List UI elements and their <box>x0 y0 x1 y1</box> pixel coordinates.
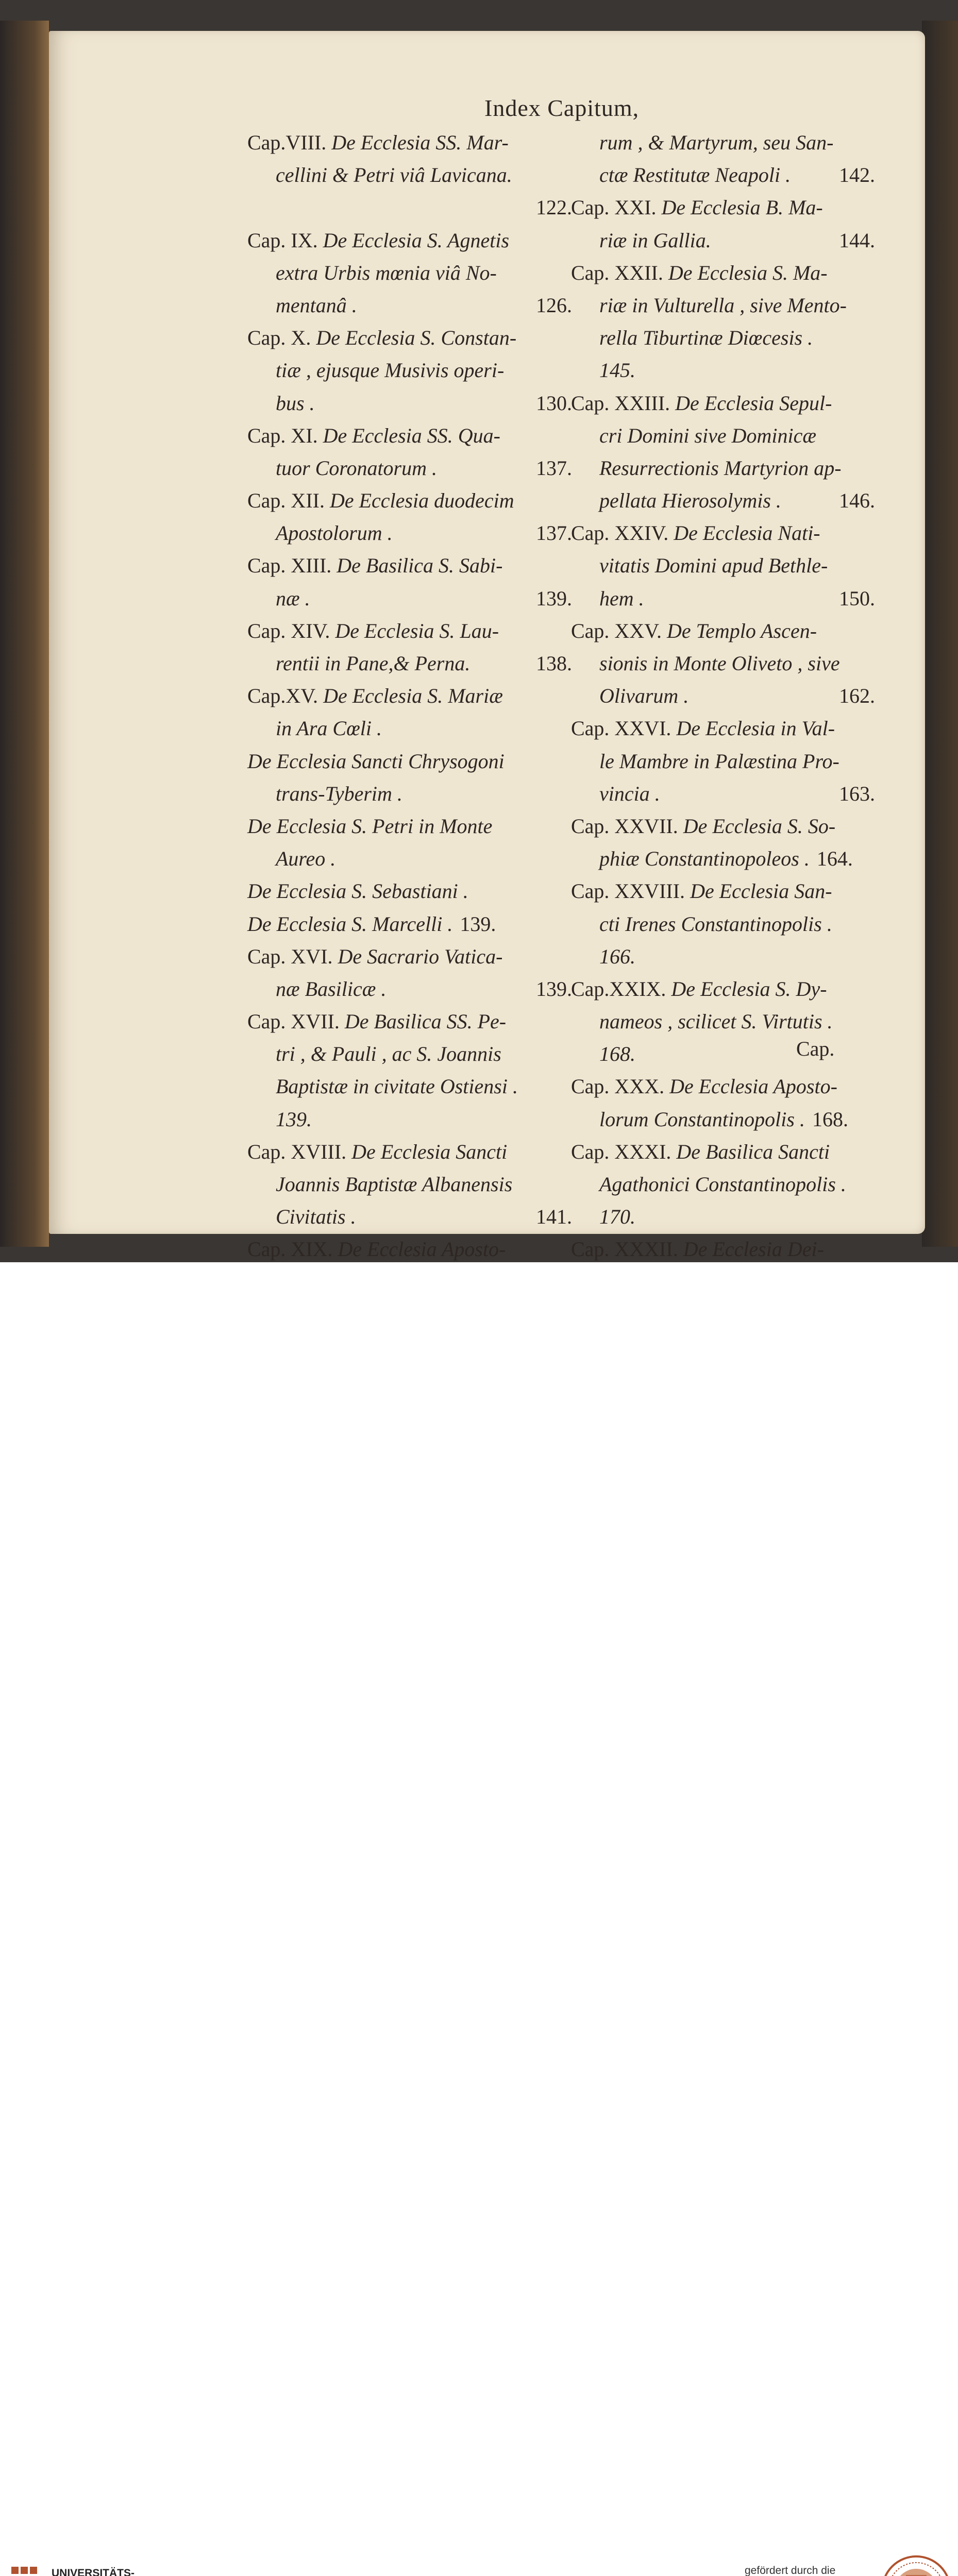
toc-left-column <box>247 126 572 1396</box>
chapter-label: Cap. XXVIII. <box>571 879 685 903</box>
toc-line <box>571 549 875 582</box>
chapter-title: De Ecclesia S. Mariæ <box>323 684 503 708</box>
page-number: 139. <box>536 586 572 610</box>
toc-line <box>247 647 572 680</box>
chapter-title: De Ecclesia S. Lau- <box>335 619 499 642</box>
toc-line <box>247 224 572 257</box>
chapter-title: pellata Hierosolymis . <box>599 489 781 513</box>
toc-line <box>247 1200 572 1233</box>
page-number: 146. <box>839 489 875 513</box>
chapter-title: tri , & Pauli , ac S. Joannis <box>276 1042 501 1066</box>
toc-line <box>247 875 572 907</box>
sponsor-label: gefördert durch die <box>745 2565 836 2576</box>
page-number: 164. <box>816 847 853 871</box>
chapter-label: Cap.XXIX. <box>571 977 666 1001</box>
chapter-title: vitatis Domini apud Bethle- <box>599 554 828 578</box>
chapter-title: De Ecclesia S. Petri in Monte <box>247 814 493 838</box>
chapter-title: De Ecclesia duodecim <box>329 489 514 513</box>
university-library-logo-icon[interactable] <box>9 2565 46 2576</box>
chapter-title: De Ecclesia S. Dy- <box>671 977 827 1001</box>
toc-line <box>571 615 875 647</box>
chapter-title: trans-Tyberim . <box>276 782 402 805</box>
chapter-title: mentanâ . <box>276 293 357 317</box>
chapter-title: Civitatis . <box>276 1205 356 1229</box>
chapter-title: 166. <box>599 944 635 968</box>
toc-line <box>247 257 572 289</box>
chapter-title: Baptistæ in civitate Ostiensi . <box>276 1075 518 1098</box>
chapter-title: De Basilica Sancti <box>676 1140 830 1163</box>
chapter-label: Cap.VIII. <box>247 131 327 154</box>
book-fore-edge <box>922 21 958 1247</box>
toc-line <box>571 1005 875 1038</box>
chapter-title: De Ecclesia SS. Qua- <box>323 423 500 447</box>
toc-line <box>571 973 875 1005</box>
toc-line <box>571 517 875 549</box>
chapter-title: De Sacrario Vatica- <box>338 944 503 968</box>
page-number: 130. <box>536 391 572 415</box>
chapter-title: Agathonici Constantinopolis . <box>599 1173 846 1196</box>
chapter-label: Cap. XI. <box>247 423 318 447</box>
page-number: 126. <box>536 293 572 317</box>
chapter-title: rentii in Pane,& Perna. <box>276 652 470 675</box>
chapter-title: De Ecclesia Dei- <box>683 1238 824 1261</box>
chapter-title: extra Urbis mœnia viâ No- <box>276 261 497 284</box>
chapter-title: Aureo . <box>276 847 336 871</box>
chapter-label: Cap. X. <box>247 326 311 350</box>
chapter-title: tiæ , ejusque Musivis operi- <box>276 359 505 382</box>
page-number: 137. <box>536 456 572 480</box>
chapter-title: cellini & Petri viâ Lavicana. <box>276 163 512 187</box>
chapter-label: Cap. XIII. <box>247 554 332 578</box>
chapter-title: De Ecclesia Aposto- <box>338 1238 506 1261</box>
toc-line <box>247 484 572 517</box>
chapter-label: Cap. XII. <box>247 489 325 513</box>
toc-line <box>571 257 875 289</box>
toc-line <box>247 289 572 321</box>
chapter-title: hem . <box>599 586 644 610</box>
chapter-title: ctæ Restitutæ Neapoli . <box>599 163 791 187</box>
toc-line <box>571 321 875 354</box>
chapter-title: rella Tiburtinæ Diœcesis . <box>599 326 813 350</box>
toc-line <box>247 126 572 159</box>
toc-line <box>571 810 875 842</box>
toc-line <box>571 875 875 907</box>
toc-line <box>247 1103 572 1136</box>
library-name <box>52 2567 135 2576</box>
chapter-title: vincia . <box>599 782 660 805</box>
page-number: 137. <box>536 521 572 545</box>
toc-line <box>571 159 875 191</box>
toc-line <box>571 1103 875 1136</box>
toc-line <box>571 647 875 680</box>
toc-line <box>247 549 572 582</box>
toc-line <box>571 354 875 386</box>
chapter-title: De Ecclesia S. Agnetis <box>323 228 510 252</box>
chapter-title: De Templo Ascen- <box>666 619 817 642</box>
chapter-label: Cap. XXX. <box>571 1075 665 1098</box>
toc-line <box>571 745 875 777</box>
toc-line <box>247 615 572 647</box>
chapter-label: Cap. XVI. <box>247 944 333 968</box>
chapter-title: 145. <box>599 359 635 382</box>
chapter-title: De Ecclesia San- <box>690 879 832 903</box>
book-spine-edge <box>0 21 49 1247</box>
toc-line <box>247 1070 572 1103</box>
chapter-title: De Ecclesia SS. Mar- <box>331 131 509 154</box>
chapter-title: sionis in Monte Oliveto , sive <box>599 652 840 675</box>
chapter-label: Cap. XXV. <box>571 619 662 642</box>
toc-line <box>247 354 572 386</box>
toc-line <box>247 452 572 484</box>
chapter-title: cri Domini sive Dominicæ <box>599 423 817 447</box>
chapter-title: De Ecclesia in Val- <box>676 717 835 740</box>
viewer-footer <box>0 1262 958 2576</box>
chapter-title: 139. <box>276 1107 312 1131</box>
page-number: 122. <box>536 196 572 219</box>
toc-line <box>571 1168 875 1200</box>
chapter-label: Cap. XXVI. <box>571 717 671 740</box>
chapter-title: De Basilica S. Sabi- <box>337 554 503 578</box>
toc-line <box>571 452 875 484</box>
toc-line <box>247 777 572 810</box>
chapter-title: Joannis Baptistæ Albanensis <box>276 1173 513 1196</box>
toc-line <box>247 908 572 940</box>
toc-line <box>247 680 572 712</box>
toc-line <box>247 191 572 224</box>
toc-line <box>247 940 572 973</box>
chapter-label: Cap. XXIII. <box>571 391 670 415</box>
library-name-line: UNIVERSITÄTS- <box>52 2567 135 2576</box>
toc-line <box>247 419 572 452</box>
chapter-title: Olivarum . <box>599 684 689 708</box>
chapter-title: De Ecclesia S. Sebastiani . <box>247 879 468 903</box>
chapter-label: Cap. XIV. <box>247 619 330 642</box>
toc-line <box>571 126 875 159</box>
toc-line <box>571 387 875 419</box>
toc-line <box>571 484 875 517</box>
page-number: 142. <box>839 163 875 187</box>
chapter-label: Cap. XIX. <box>247 1238 333 1261</box>
chapter-label: Cap. XXI. <box>571 196 657 219</box>
toc-line <box>571 908 875 940</box>
page-number: 139. <box>460 912 496 936</box>
toc-line <box>247 1038 572 1070</box>
page-number: 162. <box>839 684 875 708</box>
toc-line <box>247 1233 572 1265</box>
toc-line <box>571 842 875 875</box>
catchword: Cap. <box>796 1037 835 1060</box>
chapter-title: De Ecclesia Nati- <box>674 521 820 545</box>
toc-line <box>247 517 572 549</box>
toc-line <box>571 1200 875 1233</box>
page-number: 138. <box>536 652 572 675</box>
chapter-title: Apostolorum . <box>276 521 393 545</box>
chapter-title: De Ecclesia Sancti Chrysogoni <box>247 749 505 773</box>
page-number: 139. <box>536 977 572 1001</box>
toc-line <box>247 1005 572 1038</box>
page-number: 168. <box>812 1107 848 1131</box>
chapter-title: De Ecclesia S. So- <box>683 814 836 838</box>
chapter-label: Cap. XXXI. <box>571 1140 671 1163</box>
toc-line <box>247 712 572 744</box>
chapter-label: Cap. XVIII. <box>247 1140 347 1163</box>
chapter-title: nameos , scilicet S. Virtutis . <box>599 1010 833 1033</box>
chapter-title: in Ara Cœli . <box>276 717 382 740</box>
chapter-label: Cap. XXXII. <box>571 1238 678 1261</box>
chapter-label: Cap. XXVII. <box>571 814 678 838</box>
chapter-title: riæ in Vulturella , sive Mento- <box>599 293 847 317</box>
chapter-title: 170. <box>599 1205 635 1229</box>
page-number: 150. <box>839 586 875 610</box>
chapter-label: Cap. XXII. <box>571 261 663 284</box>
toc-line <box>571 1233 875 1265</box>
chapter-title: le Mambre in Palæstina Pro- <box>599 749 839 773</box>
toc-line <box>247 973 572 1005</box>
toc-line <box>247 745 572 777</box>
toc-line <box>571 191 875 224</box>
toc-line <box>571 777 875 810</box>
chapter-title: De Ecclesia B. Ma- <box>661 196 823 219</box>
chapter-title: næ . <box>276 586 310 610</box>
chapter-label: Cap. IX. <box>247 228 318 252</box>
chapter-title: De Ecclesia Aposto- <box>669 1075 837 1098</box>
toc-line <box>247 1168 572 1200</box>
toc-line <box>571 940 875 973</box>
chapter-title: Resurrectionis Martyrion ap- <box>599 456 842 480</box>
chapter-title: 168. <box>599 1042 635 1066</box>
toc-line <box>571 289 875 321</box>
toc-line <box>571 419 875 452</box>
chapter-title: næ Basilicæ . <box>276 977 386 1001</box>
toc-line <box>571 680 875 712</box>
chapter-title: rum , & Martyrum, seu San- <box>599 131 834 154</box>
chapter-label: Cap. XVII. <box>247 1010 340 1033</box>
chapter-label: Cap. XXIV. <box>571 521 669 545</box>
chapter-title: De Ecclesia Sepul- <box>675 391 832 415</box>
chapter-title: phiæ Constantinopoleos . <box>599 847 810 871</box>
chapter-title: cti Irenes Constantinopolis . <box>599 912 832 936</box>
chapter-title: riæ in Gallia. <box>599 228 711 252</box>
toc-line <box>247 842 572 875</box>
toc-line <box>247 159 572 191</box>
toc-line <box>247 1136 572 1168</box>
toc-line <box>247 387 572 419</box>
chapter-title: De Ecclesia S. Ma- <box>668 261 828 284</box>
page-number: 141. <box>536 1205 572 1229</box>
university-seal-icon <box>880 2554 952 2576</box>
toc-line <box>571 582 875 615</box>
chapter-label: Cap.XV. <box>247 684 318 708</box>
toc-line <box>571 712 875 744</box>
chapter-title: bus . <box>276 391 315 415</box>
chapter-title: tuor Coronatorum . <box>276 456 438 480</box>
chapter-title: De Ecclesia S. Constan- <box>316 326 517 350</box>
page-number: 144. <box>839 228 875 252</box>
page-number: 163. <box>839 782 875 805</box>
chapter-title: De Basilica SS. Pe- <box>344 1010 507 1033</box>
chapter-title: De Ecclesia Sancti <box>351 1140 508 1163</box>
chapter-title: lorum Constantinopolis . <box>599 1107 805 1131</box>
toc-line <box>247 582 572 615</box>
toc-line <box>247 810 572 842</box>
toc-line <box>571 224 875 257</box>
toc-line <box>571 1070 875 1103</box>
chapter-title: De Ecclesia S. Marcelli . <box>247 912 453 936</box>
toc-line <box>247 321 572 354</box>
toc-line <box>571 1136 875 1168</box>
toc-right-column <box>571 126 875 1396</box>
running-head: Index Capitum, <box>484 95 640 121</box>
